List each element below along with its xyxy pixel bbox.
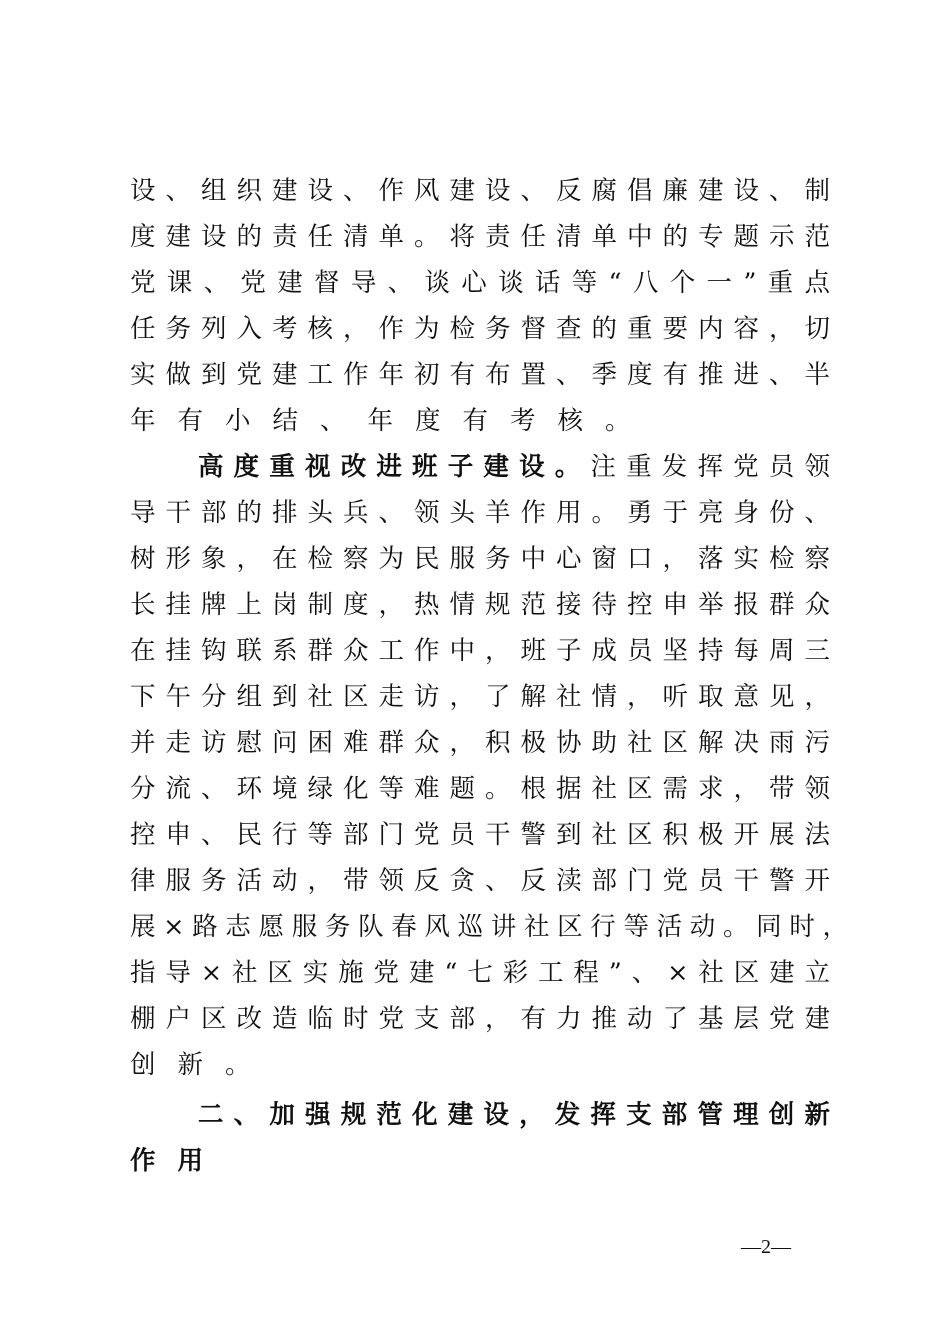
section-heading: 二、加强规范化建设，发挥支部管理创新 [198, 1100, 830, 1130]
text-line: 长挂牌上岗制度，热情规范接待控申举报群众 [130, 590, 830, 620]
paragraph-heading: 高度重视改进班子建设。 [198, 452, 591, 482]
text-line: 律服务活动，带领反贪、反渎部门党员干警开 [130, 866, 830, 896]
text-line: 下午分组到社区走访，了解社情，听取意见， [130, 682, 830, 712]
page-number: —2— [741, 1236, 791, 1258]
text-line: 实做到党建工作年初有布置、季度有推进、半 [130, 360, 830, 390]
text-line: 树形象，在检察为民服务中心窗口，落实检察 [130, 544, 830, 574]
text-line: 年有小结、年度有考核。 [130, 406, 653, 436]
text-line: 任务列入考核，作为检务督查的重要内容，切 [130, 314, 830, 344]
text-line: 创新。 [130, 1050, 273, 1080]
text-line: 棚户区改造临时党支部，有力推动了基层党建 [130, 1004, 830, 1034]
text-line: 在挂钩联系群众工作中，班子成员坚持每周三 [130, 636, 830, 666]
text-line: 控申、民行等部门党员干警到社区积极开展法 [130, 820, 830, 850]
text-line: 导干部的排头兵、领头羊作用。勇于亮身份、 [130, 498, 830, 528]
text-line: 展×路志愿服务队春风巡讲社区行等活动。同时， [130, 912, 848, 942]
text-line: 度建设的责任清单。将责任清单中的专题示范 [130, 222, 830, 252]
text-line: 设、组织建设、作风建设、反腐倡廉建设、制 [130, 176, 830, 206]
text-line: 并走访慰问困难群众，积极协助社区解决雨污 [130, 728, 830, 758]
paragraph-text: 注重发挥党员领 [590, 452, 830, 482]
text-line: 党课、党建督导、谈心谈话等“八个一”重点 [130, 268, 830, 298]
text-line: 指导×社区实施党建“七彩工程”、×社区建立 [130, 958, 830, 988]
section-heading-continued: 作用 [130, 1146, 226, 1176]
paragraph-heading-line [198, 444, 830, 490]
text-line: 分流、环境绿化等难题。根据社区需求，带领 [130, 774, 830, 804]
